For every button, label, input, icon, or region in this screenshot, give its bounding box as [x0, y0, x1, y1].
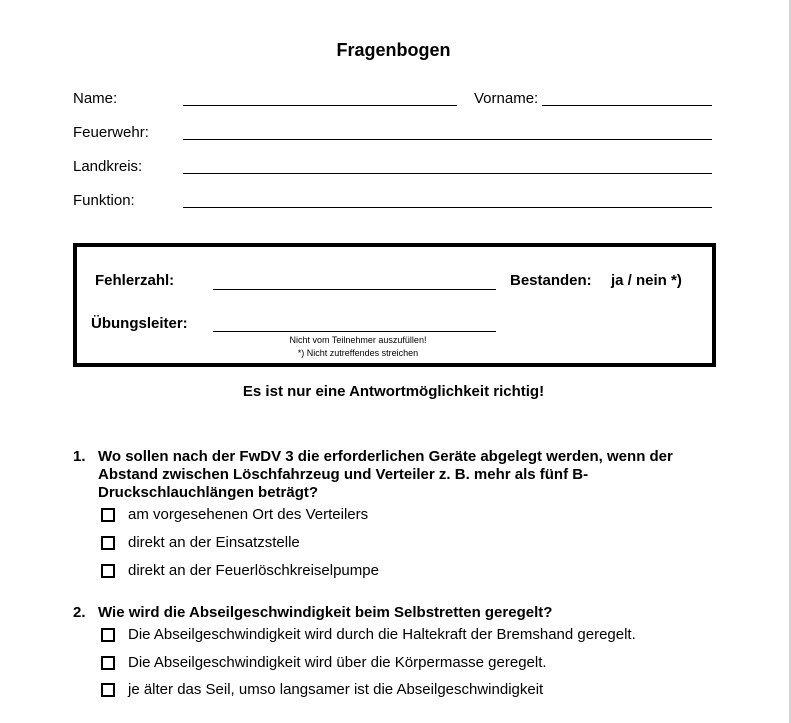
- name-label: Name:: [73, 90, 118, 107]
- option-label: Die Abseilgeschwindigkeit wird durch die Haltekraft der Bremshand geregelt.: [128, 626, 636, 643]
- option-label: am vorgesehenen Ort des Verteilers: [128, 506, 369, 523]
- bestanden-label: Bestanden:: [510, 272, 592, 289]
- uebungsleiter-label: Übungsleiter:: [91, 315, 188, 332]
- name-field[interactable]: [183, 105, 457, 106]
- option-label: Die Abseilgeschwindigkeit wird über die Körpermasse geregelt.: [128, 654, 547, 671]
- uebungsleiter-field[interactable]: [213, 331, 496, 332]
- vorname-label: Vorname:: [474, 90, 539, 107]
- option-label: direkt an der Einsatzstelle: [128, 534, 300, 551]
- page-title: Fragenbogen: [336, 40, 451, 60]
- feuerwehr-field[interactable]: [183, 139, 712, 140]
- box-note-line1: Nicht vom Teilnehmer auszufüllen!: [289, 335, 427, 345]
- question-1-text: Wo sollen nach der FwDV 3 die erforderlichen Geräte abgelegt werden, wenn der Abstand zwischen Löschfahrzeug und Verteiler z. B. mehr als fünf B-Druckschlauchlängen beträgt?: [98, 448, 673, 501]
- box-note-line2: *) Nicht zutreffendes streichen: [297, 348, 419, 358]
- question-2-number: 2.: [73, 604, 86, 621]
- checkbox[interactable]: [101, 628, 115, 642]
- checkbox[interactable]: [101, 536, 115, 550]
- checkbox[interactable]: [101, 564, 115, 578]
- funktion-label: Funktion:: [73, 192, 135, 209]
- fehlerzahl-label: Fehlerzahl:: [95, 272, 175, 289]
- question-2-option-1[interactable]: [101, 626, 636, 643]
- question-1-option-3[interactable]: [101, 562, 379, 579]
- checkbox[interactable]: [101, 508, 115, 522]
- landkreis-field[interactable]: [183, 173, 712, 174]
- landkreis-label: Landkreis:: [73, 158, 143, 175]
- bestanden-value: ja / nein *): [611, 272, 682, 289]
- question-2-option-3[interactable]: [101, 681, 543, 698]
- option-label: je älter das Seil, umso langsamer ist die Abseilgeschwindigkeit: [128, 681, 544, 698]
- instruction-text: Es ist nur eine Antwortmöglichkeit richtig!: [242, 383, 545, 400]
- question-2-option-2[interactable]: [101, 654, 547, 671]
- question-1-number: 1.: [73, 448, 86, 465]
- feuerwehr-label: Feuerwehr:: [73, 124, 149, 141]
- funktion-field[interactable]: [183, 207, 712, 208]
- vorname-field[interactable]: [542, 105, 712, 106]
- fehlerzahl-field[interactable]: [213, 289, 496, 290]
- question-1-option-2[interactable]: [101, 534, 300, 551]
- checkbox[interactable]: [101, 683, 115, 697]
- question-2-text: Wie wird die Abseilgeschwindigkeit beim Selbstretten geregelt?: [98, 604, 553, 621]
- question-1-option-1[interactable]: [101, 506, 368, 523]
- checkbox[interactable]: [101, 656, 115, 670]
- option-label: direkt an der Feuerlöschkreiselpumpe: [128, 562, 379, 579]
- examiner-box: [73, 243, 716, 367]
